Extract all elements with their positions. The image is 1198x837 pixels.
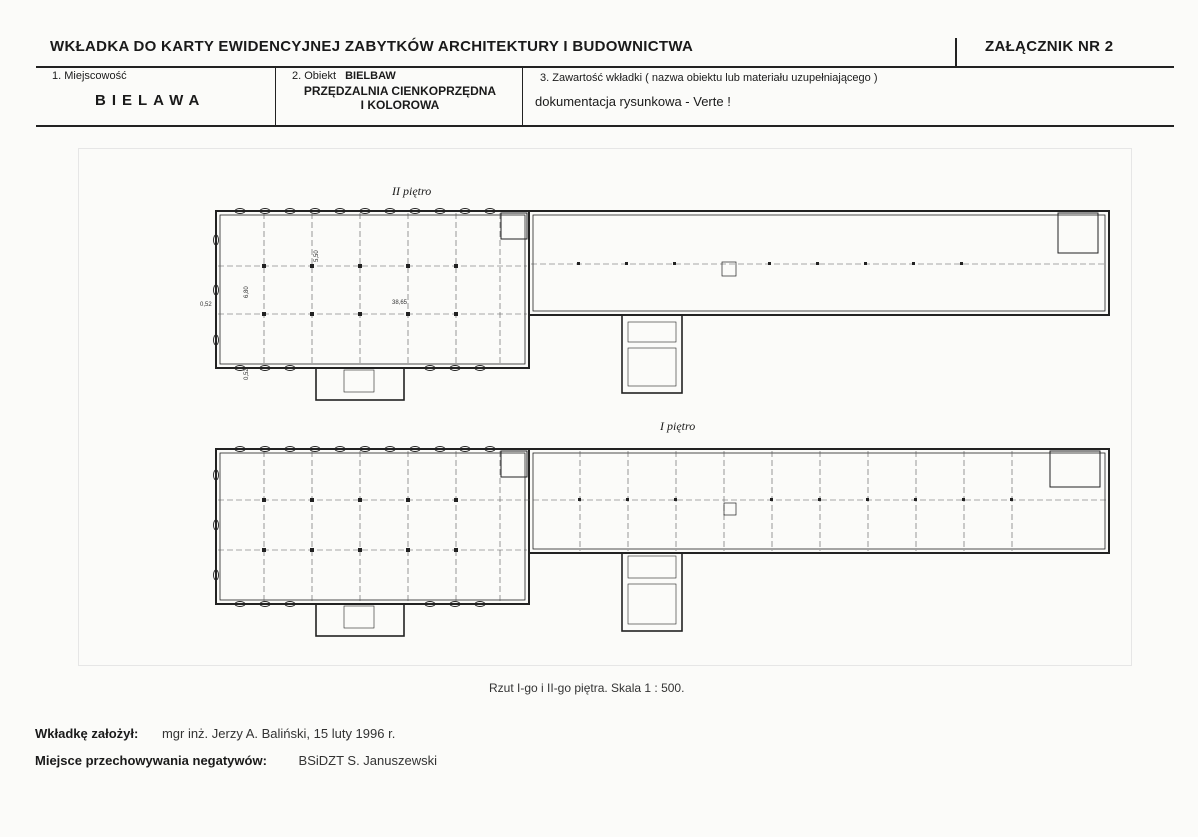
lower-plan bbox=[214, 447, 1110, 637]
founded-row bbox=[35, 726, 395, 741]
upper-plan bbox=[214, 209, 1110, 401]
location-label: 1. Miejscowość bbox=[52, 70, 127, 82]
dimension-label: 0,52 bbox=[200, 302, 212, 308]
contents-label: 3. Zawartość wkładki ( nazwa obiektu lub materiału uzupełniającego ) bbox=[540, 72, 878, 84]
negatives-row bbox=[35, 753, 437, 768]
upper-plan-label: II piętro bbox=[392, 184, 432, 198]
form-title: WKŁADKA DO KARTY EWIDENCYJNEJ ZABYTKÓW ARCHITEKTURY I BUDOWNICTWA bbox=[50, 38, 694, 55]
contents-value: dokumentacja rysunkowa - Verte ! bbox=[535, 94, 731, 109]
dimension-label: 6,80 bbox=[244, 286, 250, 298]
negatives-value: BSiDZT S. Januszewski bbox=[298, 753, 437, 768]
lower-plan-label: I piętro bbox=[660, 419, 696, 433]
founded-label: Wkładkę założył: bbox=[35, 726, 139, 741]
annex-number: ZAŁĄCZNIK NR 2 bbox=[985, 38, 1114, 55]
location-value: BIELAWA bbox=[95, 92, 206, 109]
object-name-line2: I KOLOROWA bbox=[360, 98, 440, 112]
negatives-label: Miejsce przechowywania negatywów: bbox=[35, 753, 267, 768]
object-label-text: 2. Obiekt bbox=[292, 70, 337, 82]
drawing-caption: Rzut I-go i II-go piętra. Skala 1 : 500. bbox=[489, 681, 685, 695]
object-name-line1: PRZĘDZALNIA CIENKOPRZĘDNA bbox=[303, 84, 497, 98]
dimension-label: 0,52 bbox=[244, 368, 250, 380]
object-code: BIELBAW bbox=[345, 70, 396, 82]
dimension-label: 5,50 bbox=[314, 250, 320, 262]
dimension-label: 38,65 bbox=[392, 300, 408, 306]
founded-value: mgr inż. Jerzy A. Baliński, 15 luty 1996 r. bbox=[161, 726, 396, 741]
